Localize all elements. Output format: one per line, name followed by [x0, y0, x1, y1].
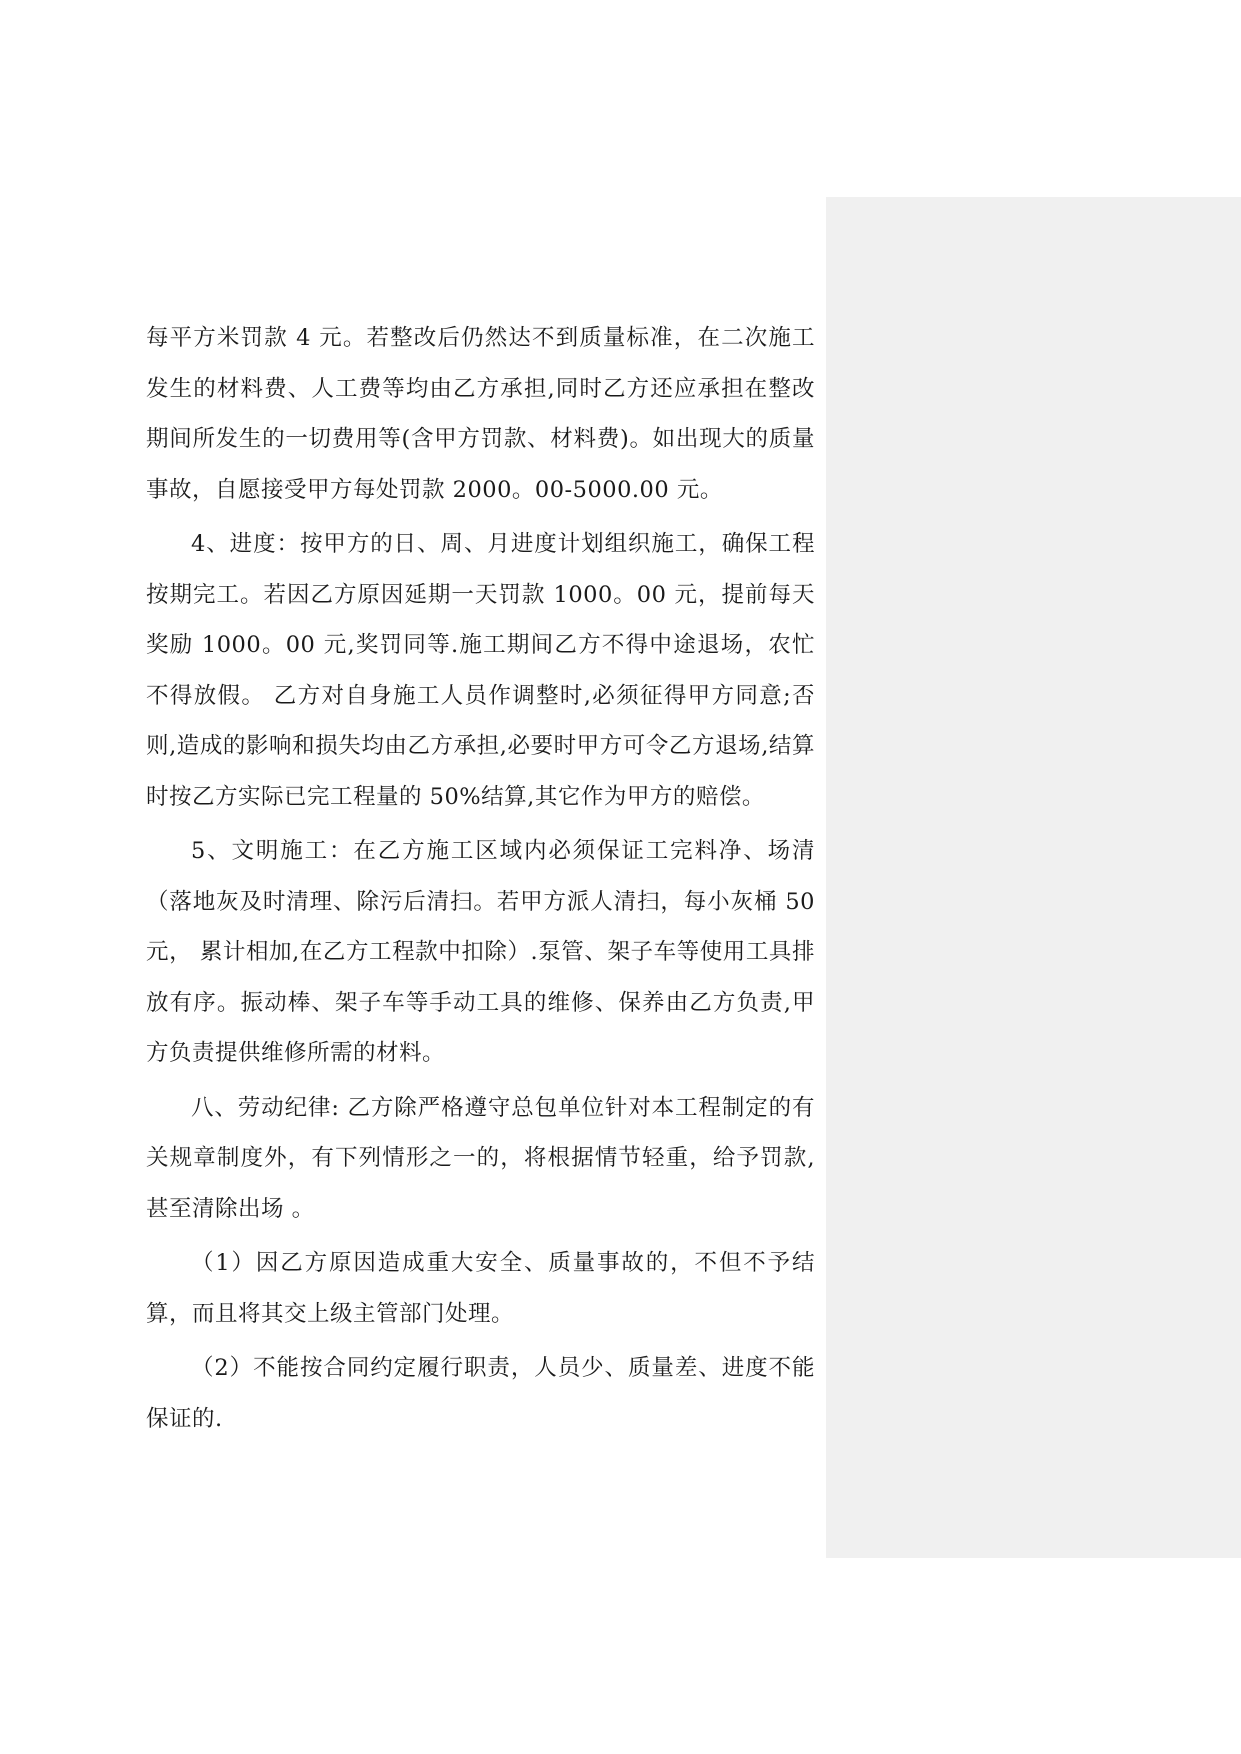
paragraph-progress: 4、进度：按甲方的日、周、月进度计划组织施工，确保工程按期完工。若因乙方原因延期一天罚款 1000。00 元，提前每天奖励 1000。00 元,奖罚同等.施工期间乙方不得中途退场，农忙不得放假。 乙方对自身施工人员作调整时,必须征得甲方同意;否则,造成的影响和损失均由乙方承担,必要时甲方可令乙方退场,结算时按乙方实际已完工程量的 50%结算,其它作为甲方的赔偿。: [146, 531, 815, 810]
document-body: [146, 313, 815, 1448]
paragraph-item-1: （1）因乙方原因造成重大安全、质量事故的，不但不予结算，而且将其交上级主管部门处理。: [146, 1250, 815, 1327]
paragraph-quality-penalty: 每平方米罚款 4 元。若整改后仍然达不到质量标准，在二次施工发生的材料费、人工费等均由乙方承担,同时乙方还应承担在整改期间所发生的一切费用等(含甲方罚款、材料费)。如出现大的质量事故，自愿接受甲方每处罚款 2000。00-5000.00 元。: [146, 325, 815, 503]
paragraph-civilized-construction: 5、文明施工：在乙方施工区域内必须保证工完料净、场清（落地灰及时清理、除污后清扫。若甲方派人清扫，每小灰桶 50 元， 累计相加,在乙方工程款中扣除）.泵管、架子车等使用工具排放有序。振动棒、架子车等手动工具的维修、保养由乙方负责,甲方负责提供维修所需的材料。: [146, 838, 815, 1066]
comment-pane: [826, 197, 1241, 1558]
paragraph-labor-discipline: 八、劳动纪律: 乙方除严格遵守总包单位针对本工程制定的有关规章制度外，有下列情形之一的，将根据情节轻重，给予罚款,甚至清除出场 。: [146, 1094, 815, 1222]
paragraph-item-2: （2）不能按合同约定履行职责，人员少、质量差、进度不能保证的.: [146, 1355, 815, 1432]
